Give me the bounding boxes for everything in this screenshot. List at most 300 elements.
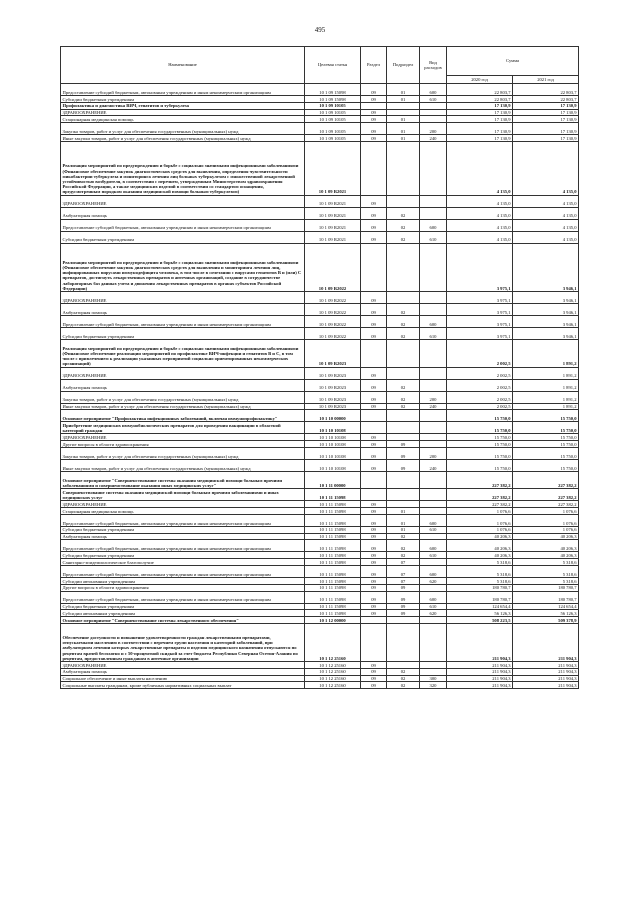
row-section: 09 xyxy=(361,533,387,540)
row-exp-type xyxy=(420,507,447,514)
table-row xyxy=(61,339,579,367)
table-row xyxy=(61,141,579,195)
row-subsection: 01 xyxy=(387,514,420,526)
row-name: Основное мероприятие "Совершенствование системы лекарственного обеспечения" xyxy=(61,617,305,624)
row-subsection: 02 xyxy=(387,668,420,675)
row-value-year2: 211 904,3 xyxy=(513,668,579,675)
row-name: Реализация мероприятий по предупреждению и борьбе с социально значимыми инфекционными заболеваниями (Финансовое обеспечение реализации мероприятий по профилактике ВИЧ-инфекции и гепатитов B и C, в том числе с привлечением к реализации указанных мероприятий социально ориентированных некоммерческих организаций) xyxy=(61,339,305,367)
row-subsection xyxy=(387,617,420,624)
row-exp-type xyxy=(420,533,447,540)
row-section: 09 xyxy=(361,327,387,339)
row-value-year1: 40 206,3 xyxy=(447,552,513,559)
row-subsection xyxy=(387,501,420,508)
row-exp-type: 610 xyxy=(420,231,447,243)
row-name: Закупка товаров, работ и услуг для обеспечения государственных (муниципальных) нужд xyxy=(61,447,305,459)
row-subsection: 02 xyxy=(387,207,420,219)
table-row xyxy=(61,195,579,207)
row-subsection: 01 xyxy=(387,135,420,142)
row-code: 10 1 11 15098 xyxy=(305,526,361,533)
row-value-year2: 56 126,3 xyxy=(513,610,579,617)
table-row xyxy=(61,422,579,434)
row-exp-type xyxy=(420,303,447,315)
row-value-year1: 4 135,0 xyxy=(447,141,513,195)
row-value-year1: 17 130,9 xyxy=(447,109,513,116)
row-name: Обеспечение доступности и повышение удовлетворенности граждан лекарственными препаратами, отпускаемыми населению в соответствии с перечнем групп населения и категорий заболеваний, при амбулаторном лечении которых лекарственные препараты и изделия медицинского назначения отпускаются по рецептам врачей бесплатно и с 50-процентной скидкой за счет бюджета Республики Северная Осетия-Алания по рецептам, предоставленным гражданам в аптечные организации xyxy=(61,623,305,661)
row-value-year2: 180 780,7 xyxy=(513,591,579,603)
col-header-section: Раздел xyxy=(361,47,387,84)
row-subsection: 01 xyxy=(387,116,420,123)
row-code: 10 1 11 15098 xyxy=(305,514,361,526)
row-exp-type xyxy=(420,617,447,624)
table-row xyxy=(61,434,579,441)
row-value-year2: 1 891,2 xyxy=(513,391,579,403)
table-row xyxy=(61,603,579,610)
row-value-year2: 40 206,3 xyxy=(513,552,579,559)
row-section: 09 xyxy=(361,303,387,315)
row-section: 09 xyxy=(361,507,387,514)
row-code: 10 1 09 R2023 xyxy=(305,403,361,410)
table-row xyxy=(61,327,579,339)
row-section: 09 xyxy=(361,501,387,508)
row-subsection: 02 xyxy=(387,219,420,231)
row-subsection: 09 xyxy=(387,459,420,471)
row-code: 10 1 11 15098 xyxy=(305,565,361,577)
row-name: Предоставление субсидий бюджетным, автономным учреждениям и иным некоммерческим организациям xyxy=(61,565,305,577)
row-value-year1: 211 904,3 xyxy=(447,675,513,682)
row-code: 10 1 09 15098 xyxy=(305,84,361,96)
row-exp-type: 240 xyxy=(420,403,447,410)
row-section xyxy=(361,422,387,434)
row-exp-type xyxy=(420,116,447,123)
table-row xyxy=(61,135,579,142)
row-name: Закупка товаров, работ и услуг для обеспечения государственных (муниципальных) нужд xyxy=(61,391,305,403)
row-value-year2: 5 318,6 xyxy=(513,565,579,577)
row-subsection: 01 xyxy=(387,507,420,514)
row-exp-type xyxy=(420,501,447,508)
table-row xyxy=(61,675,579,682)
row-subsection xyxy=(387,434,420,441)
row-code: 10 1 12 25160 xyxy=(305,661,361,668)
row-code: 10 1 09 R2023 xyxy=(305,339,361,367)
row-value-year1: 2 002,5 xyxy=(447,339,513,367)
row-value-year2: 5 318,6 xyxy=(513,577,579,584)
row-section xyxy=(361,243,387,291)
row-name: Субсидии бюджетным учреждениям xyxy=(61,231,305,243)
row-code: 10 1 10 10108 xyxy=(305,422,361,434)
row-section xyxy=(361,623,387,661)
row-section xyxy=(361,141,387,195)
row-value-year1: 56 126,3 xyxy=(447,610,513,617)
row-section: 09 xyxy=(361,84,387,96)
table-row xyxy=(61,116,579,123)
row-exp-type: 600 xyxy=(420,565,447,577)
row-section: 09 xyxy=(361,577,387,584)
row-subsection: 02 xyxy=(387,327,420,339)
row-value-year2: 22 803,7 xyxy=(513,84,579,96)
row-section: 09 xyxy=(361,526,387,533)
row-code: 10 1 09 R2022 xyxy=(305,243,361,291)
row-value-year2: 17 130,9 xyxy=(513,109,579,116)
row-value-year1: 211 904,3 xyxy=(447,682,513,689)
row-exp-type xyxy=(420,141,447,195)
table-row xyxy=(61,668,579,675)
row-exp-type: 610 xyxy=(420,327,447,339)
row-code: 10 1 11 15098 xyxy=(305,577,361,584)
row-subsection xyxy=(387,109,420,116)
row-subsection xyxy=(387,422,420,434)
row-exp-type: 600 xyxy=(420,514,447,526)
row-section: 09 xyxy=(361,391,387,403)
row-value-year1: 4 135,0 xyxy=(447,195,513,207)
row-value-year1: 3 975,1 xyxy=(447,243,513,291)
row-subsection: 09 xyxy=(387,591,420,603)
row-value-year2: 227 382,2 xyxy=(513,501,579,508)
row-code: 10 1 11 15098 xyxy=(305,501,361,508)
row-section: 09 xyxy=(361,231,387,243)
row-subsection: 07 xyxy=(387,559,420,566)
row-value-year2: 211 904,3 xyxy=(513,682,579,689)
row-code: 10 1 09 10105 xyxy=(305,109,361,116)
table-row xyxy=(61,403,579,410)
row-name: Амбулаторная помощь xyxy=(61,668,305,675)
row-value-year2: 40 206,3 xyxy=(513,533,579,540)
row-value-year1: 1 076,6 xyxy=(447,514,513,526)
row-name: ЗДРАВООХРАНЕНИЕ xyxy=(61,291,305,303)
row-value-year2: 509 378,9 xyxy=(513,617,579,624)
row-value-year2: 4 135,0 xyxy=(513,195,579,207)
row-exp-type: 200 xyxy=(420,391,447,403)
row-exp-type: 600 xyxy=(420,315,447,327)
row-section: 09 xyxy=(361,123,387,135)
row-value-year2: 1 891,2 xyxy=(513,367,579,379)
row-subsection: 09 xyxy=(387,610,420,617)
row-code: 10 1 09 R2023 xyxy=(305,391,361,403)
row-code: 10 1 11 15098 xyxy=(305,489,361,501)
row-value-year2: 227 382,2 xyxy=(513,489,579,501)
row-name: Предоставление субсидий бюджетным, автономным учреждениям и иным некоммерческим организациям xyxy=(61,514,305,526)
row-subsection: 01 xyxy=(387,123,420,135)
row-exp-type xyxy=(420,584,447,591)
row-subsection xyxy=(387,339,420,367)
table-row xyxy=(61,391,579,403)
row-value-year1: 211 904,3 xyxy=(447,623,513,661)
row-exp-type xyxy=(420,559,447,566)
row-value-year2: 5 318,6 xyxy=(513,559,579,566)
row-name: ЗДРАВООХРАНЕНИЕ xyxy=(61,195,305,207)
row-code: 10 1 11 00000 xyxy=(305,471,361,488)
row-name: Субсидии бюджетным учреждениям xyxy=(61,96,305,103)
row-name: Предоставление субсидий бюджетным, автономным учреждениям и иным некоммерческим организациям xyxy=(61,315,305,327)
row-section xyxy=(361,489,387,501)
row-exp-type: 320 xyxy=(420,682,447,689)
col-header-exp-type: Вид расходов xyxy=(420,47,447,84)
row-value-year1: 15 750,0 xyxy=(447,441,513,448)
row-subsection: 02 xyxy=(387,552,420,559)
row-exp-type xyxy=(420,379,447,391)
row-value-year1: 508 223,5 xyxy=(447,617,513,624)
row-section: 09 xyxy=(361,540,387,552)
row-subsection: 02 xyxy=(387,403,420,410)
row-section: 09 xyxy=(361,559,387,566)
row-value-year2: 15 750,0 xyxy=(513,447,579,459)
table-row xyxy=(61,102,579,109)
row-subsection: 09 xyxy=(387,603,420,610)
row-section: 09 xyxy=(361,291,387,303)
table-row xyxy=(61,526,579,533)
table-row xyxy=(61,303,579,315)
row-exp-type: 600 xyxy=(420,540,447,552)
row-name: ЗДРАВООХРАНЕНИЕ xyxy=(61,501,305,508)
row-code: 10 1 11 15098 xyxy=(305,540,361,552)
row-exp-type: 240 xyxy=(420,459,447,471)
row-exp-type: 600 xyxy=(420,219,447,231)
table-row xyxy=(61,219,579,231)
table-row xyxy=(61,682,579,689)
row-exp-type: 200 xyxy=(420,123,447,135)
row-value-year2: 3 946,1 xyxy=(513,327,579,339)
row-subsection: 07 xyxy=(387,565,420,577)
row-name: Совершенствование системы оказания медицинской помощи больным прочими заболеваниями и иных медицинских услуг xyxy=(61,489,305,501)
row-value-year1: 3 975,1 xyxy=(447,291,513,303)
table-row xyxy=(61,447,579,459)
row-exp-type: 600 xyxy=(420,591,447,603)
table-row xyxy=(61,84,579,96)
row-subsection xyxy=(387,489,420,501)
row-exp-type xyxy=(420,471,447,488)
row-subsection: 09 xyxy=(387,584,420,591)
table-row xyxy=(61,559,579,566)
row-subsection xyxy=(387,410,420,422)
table-row xyxy=(61,367,579,379)
row-name: Субсидии бюджетным учреждениям xyxy=(61,526,305,533)
row-code: 10 1 11 15098 xyxy=(305,552,361,559)
row-name: Другие вопросы в области здравоохранения xyxy=(61,584,305,591)
row-value-year1: 4 135,0 xyxy=(447,231,513,243)
row-value-year2: 211 904,3 xyxy=(513,661,579,668)
table-row xyxy=(61,610,579,617)
row-name: Иные закупки товаров, работ и услуг для обеспечения государственных (муниципальных) нужд xyxy=(61,459,305,471)
row-subsection xyxy=(387,102,420,109)
row-subsection: 09 xyxy=(387,441,420,448)
row-value-year1: 15 750,0 xyxy=(447,422,513,434)
row-name: Основное мероприятие "Профилактика инфекционных заболеваний, включая иммунопрофилактику" xyxy=(61,410,305,422)
row-exp-type xyxy=(420,410,447,422)
row-exp-type: 600 xyxy=(420,84,447,96)
row-code: 10 1 10 00000 xyxy=(305,410,361,422)
row-value-year1: 22 803,7 xyxy=(447,96,513,103)
table-row xyxy=(61,243,579,291)
row-exp-type: 610 xyxy=(420,603,447,610)
table-row xyxy=(61,501,579,508)
table-row xyxy=(61,109,579,116)
row-code: 10 1 09 R2021 xyxy=(305,219,361,231)
row-section xyxy=(361,617,387,624)
row-exp-type xyxy=(420,668,447,675)
row-value-year2: 4 135,0 xyxy=(513,231,579,243)
row-subsection: 02 xyxy=(387,391,420,403)
row-value-year1: 180 780,7 xyxy=(447,584,513,591)
table-row xyxy=(61,540,579,552)
table-row xyxy=(61,410,579,422)
row-subsection xyxy=(387,367,420,379)
table-row xyxy=(61,617,579,624)
row-name: Санитарно-эпидемиологическое благополучие xyxy=(61,559,305,566)
col-header-year1: 2020 год xyxy=(447,76,513,84)
row-subsection: 02 xyxy=(387,315,420,327)
row-section: 09 xyxy=(361,447,387,459)
row-value-year2: 22 803,7 xyxy=(513,96,579,103)
row-exp-type: 620 xyxy=(420,610,447,617)
budget-table xyxy=(60,46,579,689)
table-row xyxy=(61,565,579,577)
row-section: 09 xyxy=(361,682,387,689)
table-row xyxy=(61,231,579,243)
row-code: 10 1 09 R2023 xyxy=(305,379,361,391)
row-exp-type xyxy=(420,291,447,303)
row-exp-type xyxy=(420,434,447,441)
table-row xyxy=(61,591,579,603)
row-section xyxy=(361,339,387,367)
row-exp-type: 240 xyxy=(420,135,447,142)
row-code: 10 1 11 15098 xyxy=(305,533,361,540)
row-code: 10 1 09 R2021 xyxy=(305,207,361,219)
row-section xyxy=(361,102,387,109)
row-code: 10 1 12 00000 xyxy=(305,617,361,624)
row-value-year2: 17 130,9 xyxy=(513,116,579,123)
row-name: Амбулаторная помощь xyxy=(61,207,305,219)
row-name: Субсидии бюджетным учреждениям xyxy=(61,327,305,339)
row-name: ЗДРАВООХРАНЕНИЕ xyxy=(61,109,305,116)
row-name: ЗДРАВООХРАНЕНИЕ xyxy=(61,367,305,379)
row-name: Социальное обеспечение и иные выплаты населению xyxy=(61,675,305,682)
row-exp-type: 610 xyxy=(420,96,447,103)
row-section: 09 xyxy=(361,591,387,603)
row-value-year2: 17 130,9 xyxy=(513,102,579,109)
row-value-year2: 211 904,3 xyxy=(513,675,579,682)
row-name: Предоставление субсидий бюджетным, автономным учреждениям и иным некоммерческим организациям xyxy=(61,540,305,552)
row-value-year2: 15 750,0 xyxy=(513,459,579,471)
row-name: Профилактика и диагностика ВИЧ, гепатитов и туберкулеза xyxy=(61,102,305,109)
row-value-year2: 1 891,2 xyxy=(513,403,579,410)
table-row xyxy=(61,471,579,488)
row-value-year1: 3 975,1 xyxy=(447,315,513,327)
row-value-year1: 2 002,5 xyxy=(447,403,513,410)
row-value-year1: 17 130,9 xyxy=(447,102,513,109)
row-value-year2: 15 750,0 xyxy=(513,434,579,441)
row-subsection: 02 xyxy=(387,533,420,540)
row-name: Иные закупки товаров, работ и услуг для обеспечения государственных (муниципальных) нужд xyxy=(61,403,305,410)
row-code: 10 1 09 R2021 xyxy=(305,141,361,195)
row-code: 10 1 11 15098 xyxy=(305,603,361,610)
row-value-year1: 15 750,0 xyxy=(447,410,513,422)
row-subsection: 02 xyxy=(387,675,420,682)
row-exp-type xyxy=(420,623,447,661)
row-subsection: 02 xyxy=(387,379,420,391)
row-value-year1: 124 654,4 xyxy=(447,603,513,610)
row-code: 10 1 09 R2023 xyxy=(305,367,361,379)
row-section: 09 xyxy=(361,96,387,103)
row-exp-type: 200 xyxy=(420,447,447,459)
row-subsection xyxy=(387,471,420,488)
row-value-year1: 5 318,6 xyxy=(447,559,513,566)
col-header-year2: 2021 год xyxy=(513,76,579,84)
row-name: Иные закупки товаров, работ и услуг для обеспечения государственных (муниципальных) нужд xyxy=(61,135,305,142)
col-header-sum: Сумма xyxy=(447,47,579,76)
row-value-year2: 1 076,6 xyxy=(513,514,579,526)
row-code: 10 1 12 25160 xyxy=(305,668,361,675)
row-section: 09 xyxy=(361,315,387,327)
col-header-code: Целевая статья xyxy=(305,47,361,84)
row-value-year1: 4 135,0 xyxy=(447,207,513,219)
row-code: 10 1 09 R2021 xyxy=(305,231,361,243)
row-name: Социальные выплаты гражданам, кроме публичных нормативных социальных выплат xyxy=(61,682,305,689)
row-value-year1: 5 318,6 xyxy=(447,565,513,577)
row-value-year2: 4 135,0 xyxy=(513,219,579,231)
table-row xyxy=(61,441,579,448)
row-section: 09 xyxy=(361,441,387,448)
table-row xyxy=(61,291,579,303)
table-row xyxy=(61,507,579,514)
row-section: 09 xyxy=(361,603,387,610)
table-row xyxy=(61,584,579,591)
table-row xyxy=(61,123,579,135)
row-section: 09 xyxy=(361,367,387,379)
row-code: 10 1 11 15098 xyxy=(305,584,361,591)
row-value-year2: 211 904,3 xyxy=(513,623,579,661)
row-value-year1: 15 750,0 xyxy=(447,447,513,459)
row-subsection xyxy=(387,661,420,668)
row-section: 09 xyxy=(361,661,387,668)
row-exp-type xyxy=(420,243,447,291)
row-exp-type: 300 xyxy=(420,675,447,682)
row-code: 10 1 09 R2022 xyxy=(305,303,361,315)
row-value-year2: 227 382,2 xyxy=(513,471,579,488)
row-value-year1: 1 076,6 xyxy=(447,526,513,533)
row-value-year2: 4 135,0 xyxy=(513,207,579,219)
row-section: 09 xyxy=(361,610,387,617)
row-subsection xyxy=(387,623,420,661)
row-value-year1: 227 382,2 xyxy=(447,501,513,508)
row-code: 10 1 09 10105 xyxy=(305,102,361,109)
row-value-year1: 4 135,0 xyxy=(447,219,513,231)
table-row xyxy=(61,661,579,668)
row-exp-type xyxy=(420,102,447,109)
row-exp-type xyxy=(420,441,447,448)
row-value-year1: 211 904,3 xyxy=(447,661,513,668)
row-name: Закупка товаров, работ и услуг для обеспечения государственных (муниципальных) нужд xyxy=(61,123,305,135)
row-section: 09 xyxy=(361,565,387,577)
col-header-name: Наименование xyxy=(61,47,305,84)
row-exp-type xyxy=(420,422,447,434)
row-code: 10 1 11 15098 xyxy=(305,559,361,566)
row-section: 09 xyxy=(361,584,387,591)
row-subsection xyxy=(387,195,420,207)
row-name: Основное мероприятие "Совершенствование системы оказания медицинской помощи больным прочими заболеваниями и совершенствование оказания иных медицинских услуг" xyxy=(61,471,305,488)
row-exp-type: 620 xyxy=(420,577,447,584)
row-subsection: 01 xyxy=(387,526,420,533)
row-name: Амбулаторная помощь xyxy=(61,379,305,391)
row-section: 09 xyxy=(361,195,387,207)
row-exp-type xyxy=(420,195,447,207)
row-code: 10 1 09 R2022 xyxy=(305,291,361,303)
row-value-year1: 227 382,2 xyxy=(447,471,513,488)
row-value-year2: 180 780,7 xyxy=(513,584,579,591)
row-value-year1: 17 130,9 xyxy=(447,116,513,123)
row-section xyxy=(361,471,387,488)
row-value-year2: 3 946,1 xyxy=(513,291,579,303)
table-row xyxy=(61,577,579,584)
row-value-year1: 211 904,3 xyxy=(447,668,513,675)
